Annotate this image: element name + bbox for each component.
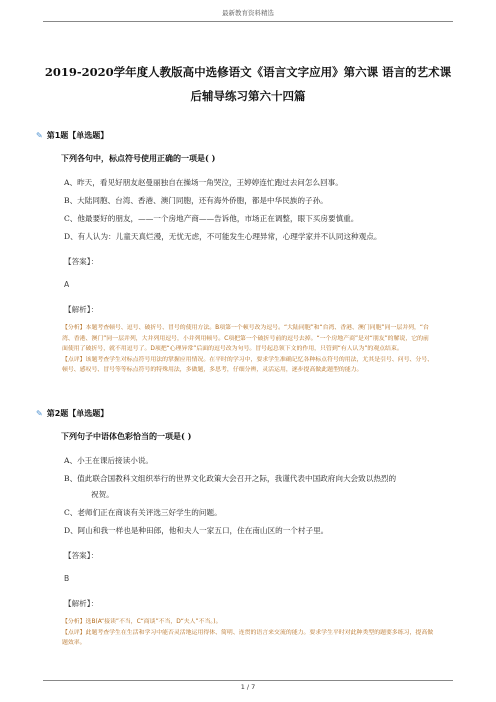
- question-1-analysis: 【分析】本题考查顿号、逗号、破折号、冒号的使用方法。B项第一个顿号改为逗号。“大陆同胞”和“台湾、香港、澳门同胞”同一层并列，“台湾、香港、澳门”同一层并列，大并列用逗号，小并列用顿号。C项把第一个破折号前的逗号去掉。“一个房地产商”是对“朋友”的解说，它的前面使用了破折号，就不用逗号了。D项把“心理异常”后面的逗号改为句号。冒号起总领下文的作用，只管到“有人认为”的观点结束。: [62, 325, 429, 353]
- question-1-heading-text: 第1题【单选题】: [46, 131, 109, 140]
- question-2-analysis: 【分析】选B(A“接读”不当，C“商谈”不当，D“夫人”不当。)。: [62, 619, 222, 625]
- question-2-explanation: [62, 617, 434, 649]
- question-1-explanation-label: 【解析】：: [64, 305, 99, 314]
- pencil-icon: ✎: [36, 131, 43, 140]
- question-1-option-a: A、昨天，看见好朋友赵曼丽独自在操场一角哭泣，王婷婷连忙跑过去问怎么回事。: [64, 178, 343, 187]
- question-1-explanation: [62, 323, 434, 376]
- question-1-answer: A: [64, 280, 70, 289]
- question-2-stem: 下列句子中语体色彩恰当的一项是( ): [61, 431, 192, 441]
- footer-divider: [43, 680, 453, 681]
- question-2-option-d: D、阿山和我一样也是种田郎，他和夫人一家五口，住在南山区的一个村子里。: [64, 526, 329, 535]
- header-divider: [43, 21, 453, 22]
- question-2-answer: B: [64, 574, 70, 583]
- question-2-comment: 【点评】此题考查学生在生活和学习中能否灵活地运用得体、简明、连贯的语言来交流的能力。要求学生平时对此种类型的题要多练习，提高做题效率。: [62, 629, 434, 647]
- question-1-answer-label: 【答案】：: [64, 257, 99, 266]
- question-2-heading-text: 第2题【单选题】: [46, 409, 109, 418]
- question-2-option-b: B、值此联合国教科文组织举行的世界文化政策大会召开之际，我谨代表中国政府向大会致以热烈的: [64, 474, 397, 483]
- question-1-comment: 【点评】该题考查学生对标点符号用法的掌握应用情况。在平时的学习中，要求学生准确记忆各种标点符号的用法，尤其是引号、问号、分号、顿号、感叹号、冒号等等标点符号的特殊用法，多做题，多思考，仔细分辨，灵活运用，逐步提高做此题型的能力。: [62, 356, 434, 374]
- question-1-stem: 下列各句中，标点符号使用正确的一项是( ): [61, 153, 216, 163]
- question-1-heading: [36, 130, 108, 141]
- question-1-option-c: C、他最要好的朋友，——一个房地产商——告诉他，市场正在调整，眼下买房要慎重。: [64, 214, 359, 223]
- page-title-line1: 2019-2020学年度人教版高中选修语文《语言文字应用》第六课 语言的艺术课: [44, 65, 452, 79]
- question-1-option-b: B、大陆同胞、台湾、香港、澳门同胞，还有海外侨胞，都是中华民族的子孙。: [64, 196, 328, 205]
- question-2-explanation-label: 【解析】：: [64, 599, 99, 608]
- question-2-option-c: C、老师们正在商谈有关评选三好学生的问题。: [64, 508, 222, 517]
- question-2-option-a: A、小王在课后接读小说。: [64, 456, 154, 465]
- question-2-heading: [36, 408, 108, 419]
- page-header: 最新教育资料精选: [222, 9, 274, 17]
- page-title-line2: 后辅导练习第六十四篇: [190, 89, 306, 103]
- question-1-option-d: D、有人认为：儿童天真烂漫，无忧无虑，不可能发生心理异常，心理学家并不认同这种观点。: [64, 232, 382, 241]
- question-2-option-b-cont: 祝贺。: [91, 490, 114, 499]
- page-number: 1 / 7: [240, 683, 256, 691]
- pencil-icon: ✎: [36, 409, 43, 418]
- question-2-answer-label: 【答案】：: [64, 551, 99, 560]
